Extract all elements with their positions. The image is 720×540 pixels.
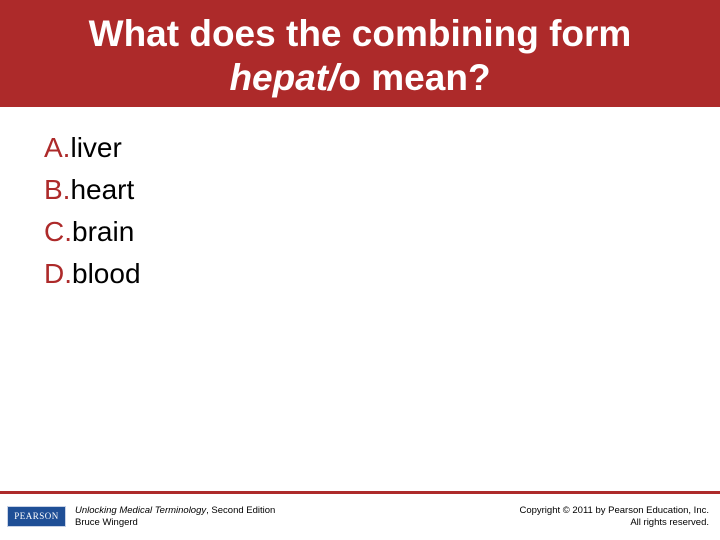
answer-text: brain: [72, 216, 135, 247]
answer-option-d[interactable]: [44, 253, 141, 295]
copyright-text: Copyright © 2011 by Pearson Education, Inc.: [519, 505, 709, 516]
title-line-1: What does the combining form: [88, 13, 632, 54]
answer-letter: C.: [44, 216, 72, 247]
title-line-2-rest: o mean?: [338, 57, 491, 98]
answer-letter: B.: [44, 174, 71, 205]
slide-title: [0, 12, 720, 100]
answer-text: blood: [72, 258, 141, 289]
footer-copyright: [519, 505, 709, 529]
title-bar: [0, 0, 720, 107]
title-line-2: [0, 56, 720, 100]
answer-option-a[interactable]: [44, 127, 141, 169]
answer-option-b[interactable]: [44, 169, 141, 211]
book-author: Bruce Wingerd: [75, 517, 138, 528]
book-title: Unlocking Medical Terminology: [75, 505, 207, 516]
footer-divider: [0, 491, 720, 494]
footer-book-info: [75, 505, 275, 529]
answer-option-c[interactable]: [44, 211, 141, 253]
answer-text: heart: [70, 174, 135, 205]
answer-letter: D.: [44, 258, 72, 289]
answer-text: liver: [70, 132, 122, 163]
pearson-logo: PEARSON: [7, 506, 66, 527]
rights-text: All rights reserved.: [630, 517, 709, 528]
answer-letter: A.: [44, 132, 71, 163]
footer-book-line: [75, 505, 275, 517]
book-edition: , Second Edition: [206, 505, 276, 516]
answer-list: [44, 127, 141, 295]
title-italic-term: hepat/: [229, 57, 339, 98]
